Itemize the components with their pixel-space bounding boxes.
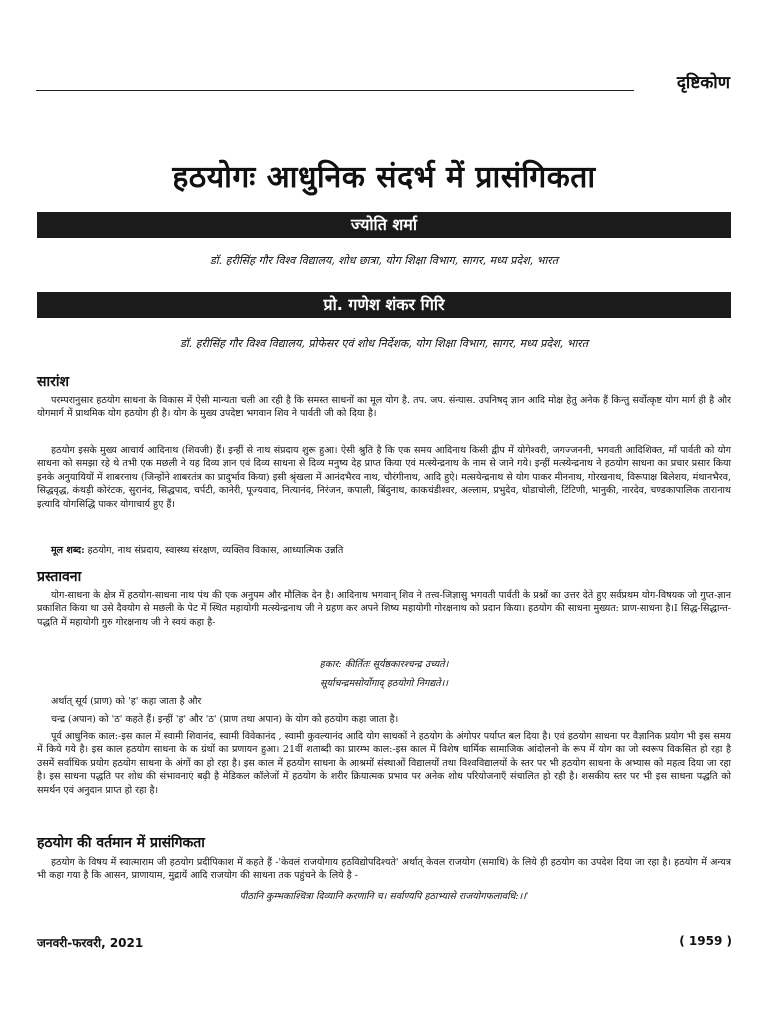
author-affiliation-1: डॉ. हरीसिंह गौर विश्व विद्यालय, शोध छात्रा, योग शिक्षा विभाग, सागर, मध्य प्रदेश, भारत [209,254,559,267]
abstract-paragraph-2: हठयोग इसके मुख्य आचार्य आदिनाथ (शिवजी) हैं। इन्हीं से नाथ संप्रदाय शुरू हुआ। ऐसी श्रुति है कि एक समय आदिनाथ किसी द्वीप में योगेश्वरी, जगज्जननी, भगवती आदिशिक्त, माँ पार्वती को योग साधना को समझा रहे थे तभी एक मछली ने यह दिव्य ज्ञान एवं दिव्य साधना से दिव्य मनुष्य देह प्राप्त किया एवं मत्स्येन्द्रनाथ के नाम से जाने गये। इन्हीं मत्स्येन्द्रनाथ ने हठयोग साधना का प्रचार प्रसार किया इनके अनुयायियों में शाबरनाथ (जिन्होंने शाबरतंत्र का प्रादुर्भाव किया) इसी श्रृंखला में आनंदभैरव नाथ, चौरंगीनाथ, आदि हुऐ। मत्सयेन्द्रनाथ से योग पाकर मीननाथ, गोरखनाथ, विरूपाक्ष बिलेशय, मंथानभैरव, सिद्धवृद्ध, कंथड़ी कोरंटक, सुरानंद, सिद्धपाद, चर्पटी, कानेरी, पूज्यवाद, नित्यानंद, निरंजन, कपाली, बिंदुनाथ, काकचंडीश्वर, अल्लाम, प्रभुदेव, धोडाचोली, टिंटिणी, भानुकी, नारदेव, चण्डकापालिक तारानाथ इत्यादि योगसिद्धि पाकर योगाचार्य हुए हैं। [37,445,731,510]
keywords-line [51,544,731,557]
author-name-2: प्रो. गणेश शंकर गिरि [37,292,731,318]
abstract-heading: सारांश [37,374,69,390]
relevance-paragraph-1: हठयोग के विषय में स्वात्माराम जी हठयोग प्रदीपिकाश में कहते हैं -'केवलं राजयोगाय हठविद्योपदिश्यते' अर्थात् केवल राजयोग (समाधि) के लिये ही हठयोग का उपदेश दिया जा रहा है। हठयोग में अन्यत्र भी कहा गया है कि आसन, प्राणायाम, मुद्रायें आदि राजयोग की साधना तक पहुंचने के लिये है - [37,857,731,882]
abstract-paragraph-1: परम्परानुसार हठयोग साधना के विकास में ऐसी मान्यता चली आ रही है कि समस्त साधनों का मूल योग है. तप. जप. संन्यास. उपनिषद् ज्ञान आदि मोक्ष हेतु अनेक हैं किन्तु सर्वोत्कृष्ट योग मार्ग ही है और योगमार्ग में प्राथमिक योग हठयोग ही है। योग के मुख्य उपदेष्टा भगवान शिव ने पार्वती जी को दिया है। [37,395,731,420]
keywords-text: हठयोग, नाथ संप्रदाय, स्वास्थ्य संरक्षण, व्यक्तिव विकास, आध्यात्मिक उन्नति [87,545,344,556]
journal-name: दृष्टिकोण [676,73,730,93]
article-title: हठयोगः आधुनिक संदर्भ में प्रासंगिकता [172,160,596,195]
issue-date: जनवरी-फरवरी, 2021 [37,936,144,950]
header-rule [36,90,634,91]
author-affiliation-2: डॉ. हरीसिंह गौर विश्व विद्यालय, प्रोफेसर एवं शोध निर्देशक, योग शिक्षा विभाग, सागर, मध्य प्रदेश, भारत [179,337,589,350]
verse-line-2: सूर्याचन्द्रमसोर्योगाद् हठयोगो निगद्यते।। [320,678,448,689]
verse-line-3: पीठानि कुम्भकाश्चित्रा दिव्यानि करणानि च। सर्वाण्यपि हठाभ्यासे राजयोगफलावधि:।।' [239,891,529,902]
page-number: ( 1959 ) [679,934,732,948]
relevance-heading: हठयोग की वर्तमान में प्रासंगिकता [37,835,205,851]
meaning-line-1: अर्थात् सूर्य (प्राण) को 'ह' कहा जाता है और [51,696,202,707]
intro-paragraph-2: पूर्व आधुनिक काल:-इस काल में स्वामी शिवानंद, स्वामी विवेकानंद , स्वामी कुवल्यानंद आदि योग साधकों ने हठयोग के अंगोपर पर्याप्त बल दिया है। एवं हठयोग साधना पर वैज्ञानिक प्रयोग भी इस समय में किये गये है। इस काल हठयोग साधना के क ग्रंथों का प्रणायन हुआ। 21वीं शताब्दी का प्रारम्भ काल:-इस काल में विशेष धार्मिक सामाजिक आंदोलनो के रूप में योग का जो स्वरूप विकसित हो रहा है उसमें सर्वाधिक प्रयोग हठयोग साधना के अंगों का हो रहा है। इस काल में हठयोग साधना के आश्रमों संस्थाओं विद्यालयों तथा विश्वविद्यालयों के स्तर पर भी हठयोग साधना के अभ्यास को महत्व दिया जा रहा है। इस साधना पद्धति पर शोध की संभावनाएं बढ़ी है मेडिकल कॉलेजों में हठयोग के शरीर क्रियात्मक प्रभाव पर अनेक शोध परियोजनाएँ संचालित हो रही है। शसकीय स्तर पर भी इस साधना पद्धति को समर्थन एवं अनुदान प्राप्त हो रहा है। [37,731,731,796]
intro-paragraph-1: योग-साधना के क्षेत्र में हठयोग-साधना नाथ पंथ की एक अनुपम और मौलिक देन है। आदिनाथ भगवान् शिव ने तत्त्व-जिज्ञासु भगवती पार्वती के प्रश्नों का उत्तर देते हुए सर्वप्रथम योग-विषयक जो गुप्त-ज्ञान प्रकाशित किया था उसे दैवयोग से मछली के पेट में स्थित महायोगी मत्स्येन्द्रनाथ जी ने ग्रहण कर अपने शिष्य महायोगी गोरक्षनाथ को प्रदान किया। हठयोग की साधना मुख्यत: प्राण-साधना है।I सिद्ध-सिद्धान्त-पद्धति में महायोगी गुरु गोरक्षनाथ जी ने स्वयं कहा है- [37,590,731,628]
verse-line-1: हकार: कीर्तितः सूर्यष्ठकारश्चन्द्र उच्यते। [319,659,449,670]
intro-heading: प्रस्तावना [37,569,82,585]
meaning-line-2: चन्द्र (अपान) को 'ठ' कहते हैं। इन्हीं 'ह' और 'ठ' (प्राण तथा अपान) के योग को हठयोग कहा जाता है। [51,714,399,725]
keywords-label: मूल शब्द: [51,545,85,556]
author-name-1: ज्योति शर्मा [37,212,731,238]
